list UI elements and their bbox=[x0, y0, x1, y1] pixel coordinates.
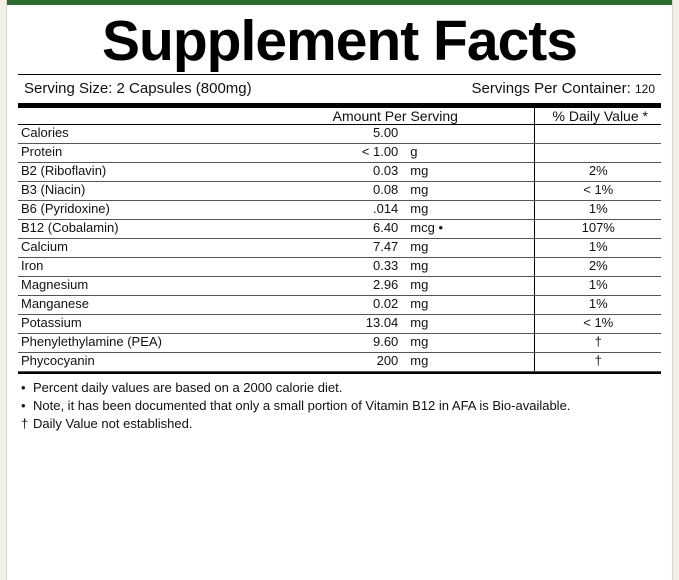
nutrient-amount-unit: mcg • bbox=[410, 220, 444, 235]
supplement-facts-label bbox=[8, 6, 671, 580]
nutrient-name: B12 (Cobalamin) bbox=[18, 220, 256, 239]
table-row bbox=[18, 296, 661, 315]
nutrient-amount-cell bbox=[256, 353, 535, 372]
nutrient-amount-unit: mg bbox=[410, 334, 429, 349]
table-row bbox=[18, 201, 661, 220]
nutrient-amount-cell bbox=[256, 296, 535, 315]
right-edge-strip bbox=[672, 0, 679, 580]
nutrient-name: Iron bbox=[18, 258, 256, 277]
footnote-text: Note, it has been documented that only a small portion of Vitamin B12 in AFA is Bio-available. bbox=[33, 398, 571, 413]
daily-value-cell: < 1% bbox=[535, 315, 661, 334]
footnote bbox=[21, 379, 659, 397]
column-header-daily-value: % Daily Value * bbox=[535, 108, 661, 125]
nutrient-amount-value: 2.96 bbox=[372, 277, 399, 292]
nutrient-name: Magnesium bbox=[18, 277, 256, 296]
nutrient-name: Phenylethylamine (PEA) bbox=[18, 334, 256, 353]
nutrient-amount-cell bbox=[256, 163, 535, 182]
daily-value-cell bbox=[535, 125, 661, 144]
top-edge-strip bbox=[0, 0, 679, 5]
nutrient-amount-value: 0.02 bbox=[372, 296, 399, 311]
page-title: Supplement Facts bbox=[102, 9, 577, 73]
nutrient-amount-unit: mg bbox=[410, 201, 429, 216]
daily-value-cell: 1% bbox=[535, 277, 661, 296]
column-header-amount: Amount Per Serving bbox=[256, 108, 535, 125]
nutrient-amount-value: 13.04 bbox=[365, 315, 399, 330]
footnote-marker: • bbox=[21, 398, 26, 413]
nutrient-amount-cell bbox=[256, 277, 535, 296]
daily-value-cell: † bbox=[535, 353, 661, 372]
serving-size-value: 2 Capsules (800mg) bbox=[116, 80, 252, 97]
nutrient-name: Protein bbox=[18, 144, 256, 163]
nutrient-amount-unit: g bbox=[410, 144, 418, 159]
footnote-text: Daily Value not established. bbox=[33, 416, 193, 431]
daily-value-cell: 1% bbox=[535, 296, 661, 315]
table-row bbox=[18, 163, 661, 182]
daily-value-cell: 1% bbox=[535, 201, 661, 220]
serving-size-label: Serving Size: bbox=[24, 80, 113, 97]
nutrient-name: Calcium bbox=[18, 239, 256, 258]
daily-value-cell bbox=[535, 144, 661, 163]
table-row bbox=[18, 239, 661, 258]
footnote-text: Percent daily values are based on a 2000 calorie diet. bbox=[33, 380, 343, 395]
nutrient-amount-unit bbox=[398, 125, 470, 140]
nutrient-amount-value: 6.40 bbox=[372, 220, 399, 235]
nutrient-amount-cell bbox=[256, 315, 535, 334]
nutrient-amount-cell bbox=[256, 144, 535, 163]
table-row bbox=[18, 182, 661, 201]
daily-value-cell: 107% bbox=[535, 220, 661, 239]
footnote bbox=[21, 397, 659, 415]
nutrient-name: B6 (Pyridoxine) bbox=[18, 201, 256, 220]
table-row bbox=[18, 144, 661, 163]
footnote bbox=[21, 415, 659, 433]
nutrient-amount-cell bbox=[256, 201, 535, 220]
table-row bbox=[18, 125, 661, 144]
table-row bbox=[18, 353, 661, 372]
nutrient-amount-value: .014 bbox=[372, 201, 399, 216]
table-row bbox=[18, 334, 661, 353]
nutrient-amount-unit: mg bbox=[410, 296, 429, 311]
servings-per-container-label: Servings Per Container: bbox=[471, 80, 631, 97]
table-row bbox=[18, 220, 661, 239]
nutrient-amount-cell bbox=[256, 258, 535, 277]
nutrient-amount-unit: mg bbox=[410, 258, 429, 273]
nutrient-amount-cell bbox=[256, 334, 535, 353]
footnote-marker: † bbox=[21, 416, 29, 431]
column-header-nutrient bbox=[18, 108, 256, 125]
nutrient-amount-value: 0.33 bbox=[372, 258, 399, 273]
table-header-row bbox=[18, 108, 661, 125]
table-row bbox=[18, 315, 661, 334]
nutrient-amount-unit: mg bbox=[410, 163, 429, 178]
nutrient-amount-value: 9.60 bbox=[372, 334, 399, 349]
nutrient-amount-value: 7.47 bbox=[372, 239, 399, 254]
table-row bbox=[18, 258, 661, 277]
nutrient-amount-unit: mg bbox=[410, 353, 429, 368]
nutrient-amount-value: < 1.00 bbox=[361, 144, 399, 159]
servings-per-container bbox=[472, 80, 655, 97]
nutrient-amount-cell bbox=[256, 220, 535, 239]
daily-value-cell: < 1% bbox=[535, 182, 661, 201]
nutrient-amount-unit: mg bbox=[410, 315, 429, 330]
daily-value-cell: † bbox=[535, 334, 661, 353]
servings-per-container-value: 120 bbox=[634, 82, 655, 96]
nutrient-amount-value: 200 bbox=[376, 353, 399, 368]
nutrient-name: Potassium bbox=[18, 315, 256, 334]
nutrient-amount-cell bbox=[256, 182, 535, 201]
nutrient-name: B3 (Niacin) bbox=[18, 182, 256, 201]
nutrient-name: Phycocyanin bbox=[18, 353, 256, 372]
nutrient-amount-value: 0.08 bbox=[372, 182, 399, 197]
left-edge-strip bbox=[0, 0, 7, 580]
nutrient-name: B2 (Riboflavin) bbox=[18, 163, 256, 182]
nutrient-name: Manganese bbox=[18, 296, 256, 315]
nutrient-amount-cell bbox=[256, 239, 535, 258]
table-row bbox=[18, 277, 661, 296]
daily-value-cell: 2% bbox=[535, 163, 661, 182]
serving-size bbox=[24, 80, 252, 97]
nutrition-table bbox=[18, 108, 661, 372]
daily-value-cell: 1% bbox=[535, 239, 661, 258]
nutrient-amount-unit: mg bbox=[410, 182, 429, 197]
nutrient-amount-cell bbox=[256, 125, 535, 144]
nutrient-amount-value: 0.03 bbox=[372, 163, 399, 178]
footnote-marker: • bbox=[21, 380, 26, 395]
daily-value-cell: 2% bbox=[535, 258, 661, 277]
serving-info-row bbox=[18, 75, 661, 103]
nutrient-amount-value: 5.00 bbox=[372, 125, 399, 140]
nutrient-name: Calories bbox=[18, 125, 256, 144]
nutrient-amount-unit: mg bbox=[410, 277, 429, 292]
nutrient-amount-unit: mg bbox=[410, 239, 429, 254]
footnotes bbox=[18, 374, 661, 433]
